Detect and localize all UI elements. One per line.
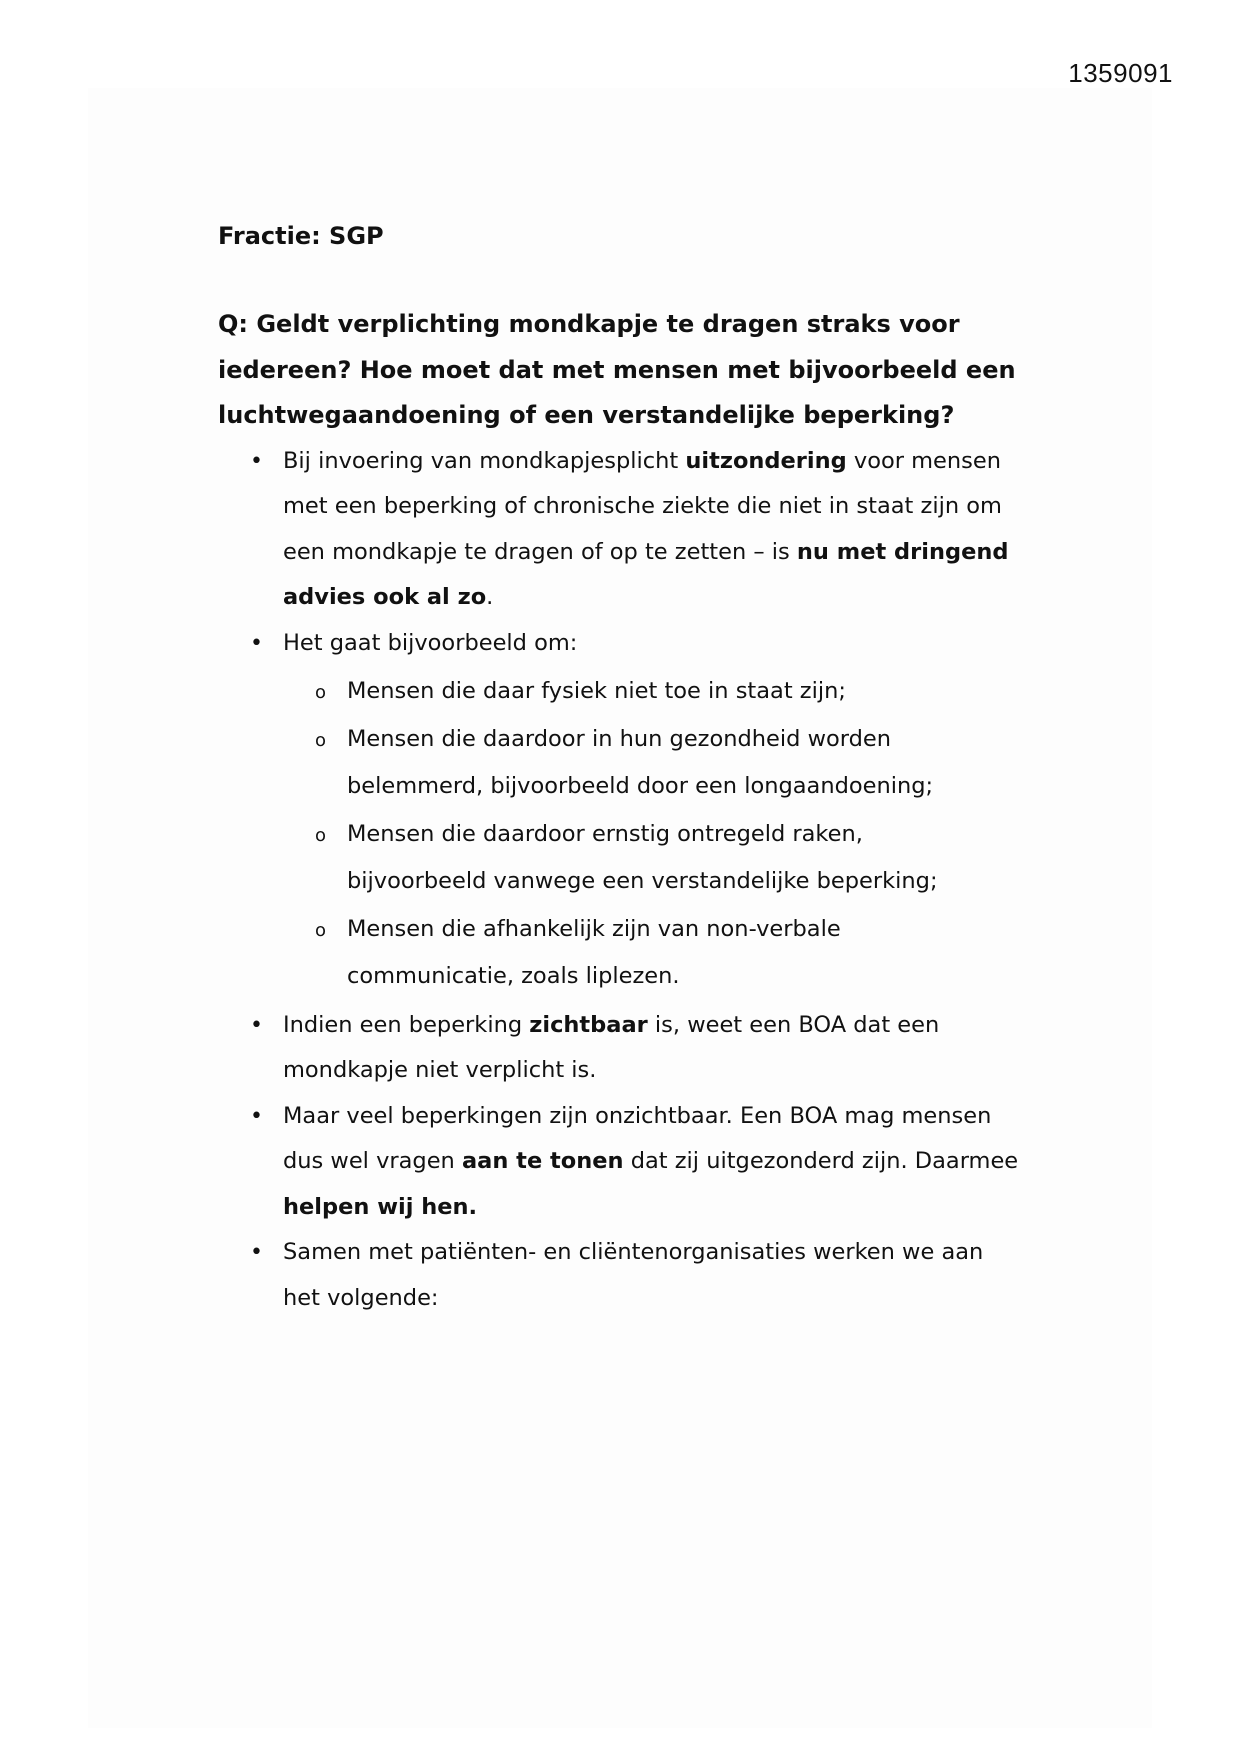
sub-list-item bbox=[283, 811, 987, 906]
text-run: Mensen die afhankelijk zijn van non-verbale communicatie, zoals liplezen. bbox=[347, 915, 841, 989]
sub-bullet-icon: o bbox=[315, 729, 327, 751]
bullet-icon: • bbox=[250, 1012, 263, 1038]
text-run: Indien een beperking bbox=[283, 1011, 530, 1038]
text-run: dat zij uitgezonderd zijn. Daarmee bbox=[623, 1148, 1019, 1174]
sub-list bbox=[283, 668, 1023, 1001]
document-body bbox=[218, 214, 1038, 1321]
text-run: Mensen die daar fysiek niet toe in staat zijn; bbox=[347, 678, 846, 704]
emphasis: helpen wij hen. bbox=[283, 1193, 478, 1220]
sub-bullet-icon: o bbox=[315, 919, 327, 941]
bullet-icon: • bbox=[250, 630, 263, 656]
list-item bbox=[218, 1003, 1023, 1094]
list-item bbox=[218, 1094, 1023, 1231]
bullet-icon: • bbox=[250, 1240, 263, 1265]
bullet-icon: • bbox=[250, 1103, 263, 1129]
list-item bbox=[218, 621, 1023, 1001]
text-run: is, weet een BOA dat een mondkapje niet verplicht is. bbox=[283, 1011, 940, 1083]
sub-bullet-icon: o bbox=[315, 824, 327, 846]
emphasis: zichtbaar bbox=[529, 1011, 648, 1038]
sub-list-item bbox=[283, 906, 987, 1001]
emphasis: nu met dringend advies ook al zo bbox=[283, 538, 1009, 610]
text-run: . bbox=[486, 584, 494, 610]
text-run: Mensen die daardoor ernstig ontregeld raken, bijvoorbeeld vanwege een verstandelijke beperking; bbox=[347, 820, 938, 894]
bullet-icon: • bbox=[250, 448, 263, 474]
sub-bullet-icon: o bbox=[315, 682, 327, 703]
sub-list-item bbox=[283, 716, 987, 811]
sub-list-item bbox=[283, 668, 987, 716]
text-run: Het gaat bijvoorbeeld om: bbox=[283, 629, 578, 656]
emphasis: uitzondering bbox=[685, 447, 847, 474]
question-heading: Q: Geldt verplichting mondkapje te dragen straks voor iedereen? Hoe moet dat met mensen met bijvoorbeeld een luchtwegaandoening of een verstandelijke beperking? bbox=[218, 310, 1016, 429]
list-item bbox=[218, 1230, 1023, 1321]
list-item bbox=[218, 439, 1023, 621]
text-run: Bij invoering van mondkapjesplicht bbox=[283, 447, 686, 474]
fractie-heading: Fractie: SGP bbox=[218, 222, 384, 250]
text-run: Maar veel beperkingen zijn onzichtbaar. Een BOA mag mensen dus wel vragen bbox=[283, 1102, 992, 1174]
text-run: Mensen die daardoor in hun gezondheid worden belemmerd, bijvoorbeeld door een longaandoening; bbox=[347, 725, 934, 799]
text-run: Samen met patiënten- en cliëntenorganisaties werken we aan het volgende: bbox=[283, 1239, 984, 1311]
emphasis: aan te tonen bbox=[461, 1148, 624, 1174]
answer-list bbox=[218, 439, 1038, 1322]
text-run: voor mensen met een beperking of chronische ziekte die niet in staat zijn om een mondkapje te dragen of op te zetten – is bbox=[283, 447, 1002, 565]
document-number: 1359091 bbox=[1068, 58, 1173, 88]
